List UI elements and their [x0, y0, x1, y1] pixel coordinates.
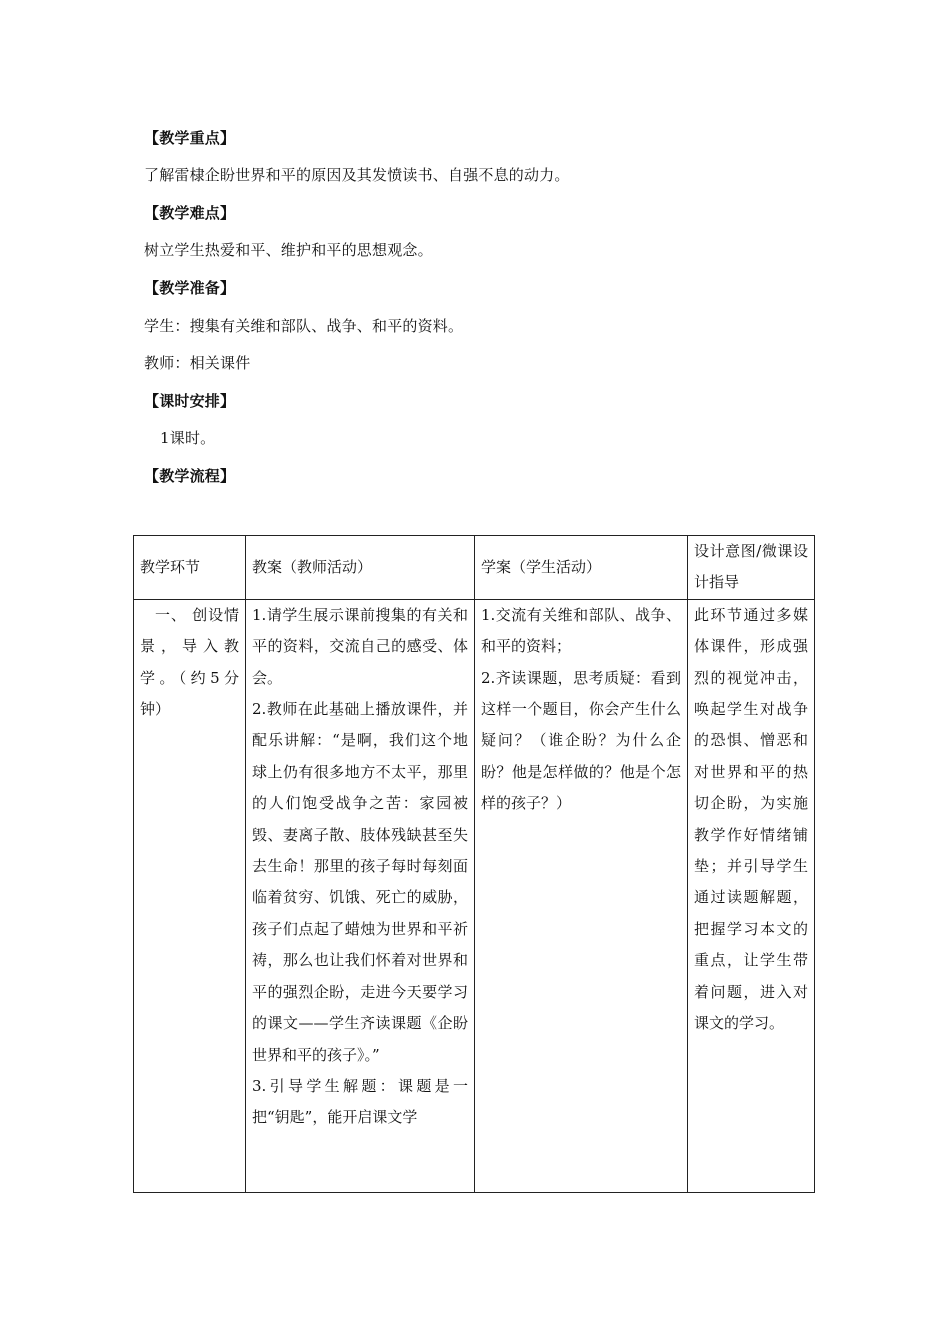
header-student-activity: 学案（学生活动） [475, 536, 688, 600]
stage-text: 一、 创设情景，导入教学。（约5分钟） [140, 605, 239, 719]
difficulty-heading: 【教学难点】 [144, 204, 236, 222]
prep-student-text: 学生：搜集有关维和部队、战争、和平的资料。 [144, 317, 464, 335]
focus-text: 了解雷棣企盼世界和平的原因及其发愤读书、自强不息的动力。 [144, 166, 570, 184]
header-teacher-activity: 教案（教师活动） [246, 536, 475, 600]
header-stage: 教学环节 [134, 536, 246, 600]
prep-teacher-text: 教师：相关课件 [144, 354, 251, 372]
header-design-intent: 设计意图/微课设计指导 [688, 536, 815, 600]
teacher-step-2: 2.教师在此基础上播放课件，并配乐讲解：“是啊，我们这个地球上仍有很多地方不太平，那里的人们饱受战争之苦：家园被毁、妻离子散、肢体残缺甚至失去生命！那里的孩子每时每刻面临着贫穷、饥饿、死亡的威胁，孩子们点起了蜡烛为世界和平祈祷，那么也让我们怀着对世界和平的强烈企盼，走进今天要学习的课文——学生齐读课题《企盼世界和平的孩子》。” [252, 700, 468, 1064]
cell-student-activity [475, 599, 688, 1192]
schedule-heading: 【课时安排】 [144, 392, 236, 410]
cell-stage [134, 599, 246, 1192]
cell-design-intent [688, 599, 815, 1192]
lesson-flow-table [133, 535, 815, 1193]
table-header-row [134, 536, 815, 600]
student-step-1: 1.交流有关维和部队、战争、和平的资料； [481, 605, 681, 656]
cell-teacher-activity [246, 599, 475, 1192]
intent-text: 此环节通过多媒体课件，形成强烈的视觉冲击，唤起学生对战争的恐惧、憎恶和对世界和平的热切企盼，为实施教学作好情绪铺垫；并引导学生通过读题解题，把握学习本文的重点，让学生带着问题，进入对课文的学习。 [694, 605, 808, 1033]
student-step-2: 2.齐读课题，思考质疑：看到这样一个题目，你会产生什么疑问？（谁企盼？为什么企盼？他是怎样做的？他是个怎样的孩子？） [481, 668, 681, 813]
table-row [134, 599, 815, 1192]
difficulty-text: 树立学生热爱和平、维护和平的思想观念。 [144, 241, 433, 259]
schedule-text: 1课时。 [160, 429, 216, 447]
teacher-step-3: 3.引导学生解题：课题是一把“钥匙”，能开启课文学 [252, 1076, 468, 1127]
flow-heading: 【教学流程】 [144, 467, 236, 485]
focus-heading: 【教学重点】 [144, 129, 236, 147]
teacher-step-1: 1.请学生展示课前搜集的有关和平的资料，交流自己的感受、体会。 [252, 605, 468, 687]
prep-heading: 【教学准备】 [144, 279, 236, 297]
